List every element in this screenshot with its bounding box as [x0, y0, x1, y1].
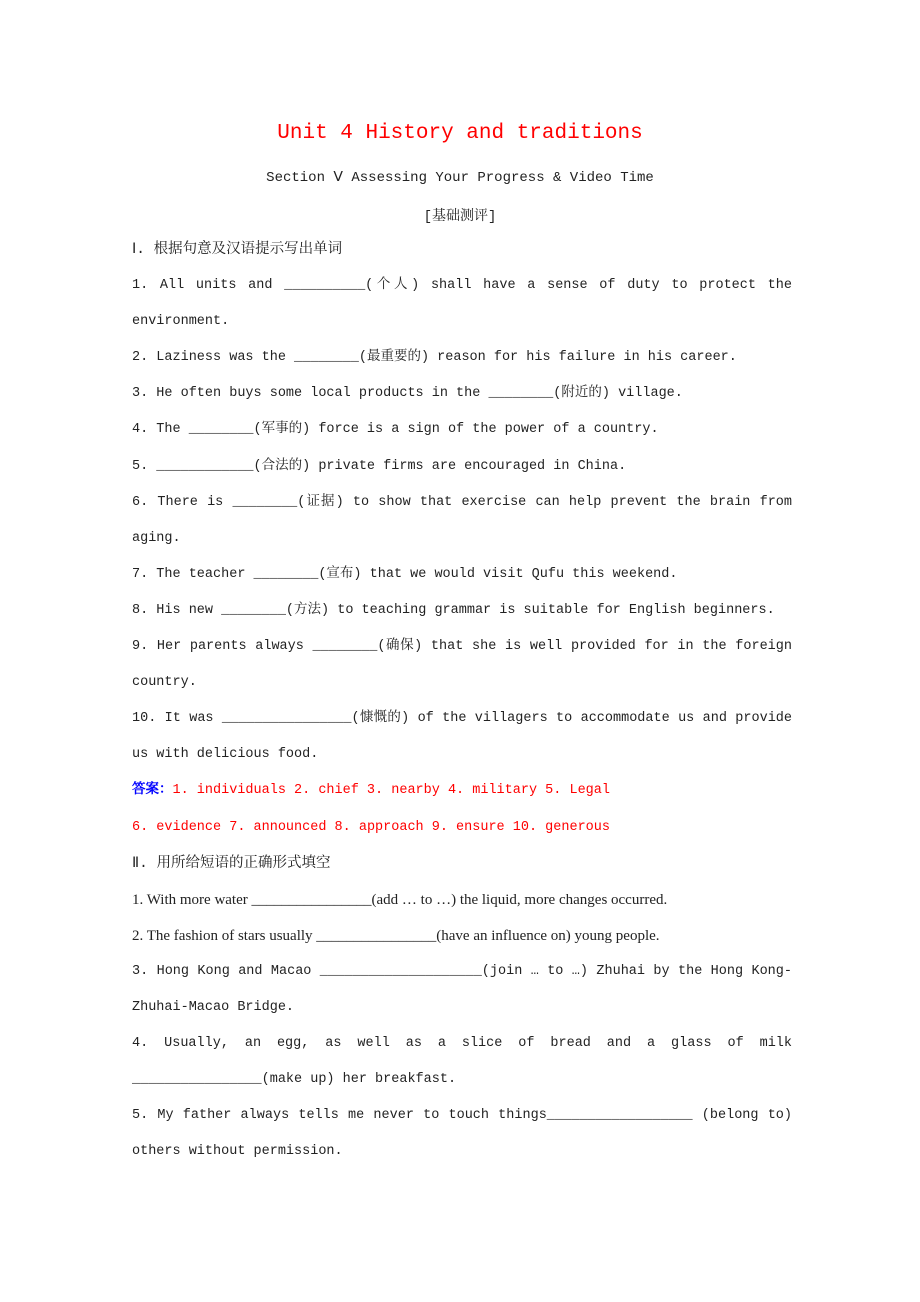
section-subtitle: Section Ⅴ Assessing Your Progress & Video Time	[266, 170, 654, 186]
part2-heading: Ⅱ. 用所给短语的正确形式填空	[132, 855, 331, 872]
exercise-body	[132, 232, 792, 1170]
question: 4. Usually, an egg, as well as a slice of bread and a glass of milk ________________(make up) her breakfast.	[132, 1036, 792, 1088]
section-tag: [基础测评]	[423, 209, 497, 225]
answers-line-1	[132, 773, 792, 809]
question: 2. Laziness was the ________(最重要的) reason for his failure in his career.	[132, 350, 737, 366]
question: 1. All units and __________(个人) shall have a sense of duty to protect the environment.	[132, 278, 792, 330]
answers-text: 1. individuals 2. chief 3. nearby 4. military 5. Legal	[172, 783, 610, 799]
question: 5. My father always tells me never to touch things__________________ (belong to) others without permission.	[132, 1108, 792, 1160]
question: 9. Her parents always ________(确保) that she is well provided for in the foreign country.	[132, 639, 792, 691]
question: 3. He often buys some local products in the ________(附近的) village.	[132, 386, 683, 402]
answers-line-2: 6. evidence 7. announced 8. approach 9. ensure 10. generous	[132, 819, 610, 835]
question: 2. The fashion of stars usually ________________(have an influence on) young people.	[132, 927, 660, 944]
question: 6. There is ________(证据) to show that exercise can help prevent the brain from aging.	[132, 494, 792, 546]
question: 4. The ________(军事的) force is a sign of the power of a country.	[132, 422, 659, 438]
question: 5. ____________(合法的) private firms are encouraged in China.	[132, 458, 627, 474]
answer-label: 答案：	[132, 783, 173, 799]
part1-heading: Ⅰ. 根据句意及汉语提示写出单词	[132, 242, 343, 258]
question: 7. The teacher ________(宣布) that we would visit Qufu this weekend.	[132, 566, 678, 582]
question: 3. Hong Kong and Macao ____________________(join … to …) Zhuhai by the Hong Kong-Zhuhai-Macao Bridge.	[132, 963, 792, 1015]
question: 10. It was ________________(慷慨的) of the villagers to accommodate us and provide us with delicious food.	[132, 711, 792, 763]
question: 1. With more water ________________(add … to …) the liquid, more changes occurred.	[132, 891, 668, 908]
unit-title: Unit 4 History and traditions	[277, 122, 643, 145]
question: 8. His new ________(方法) to teaching grammar is suitable for English beginners.	[132, 602, 775, 618]
